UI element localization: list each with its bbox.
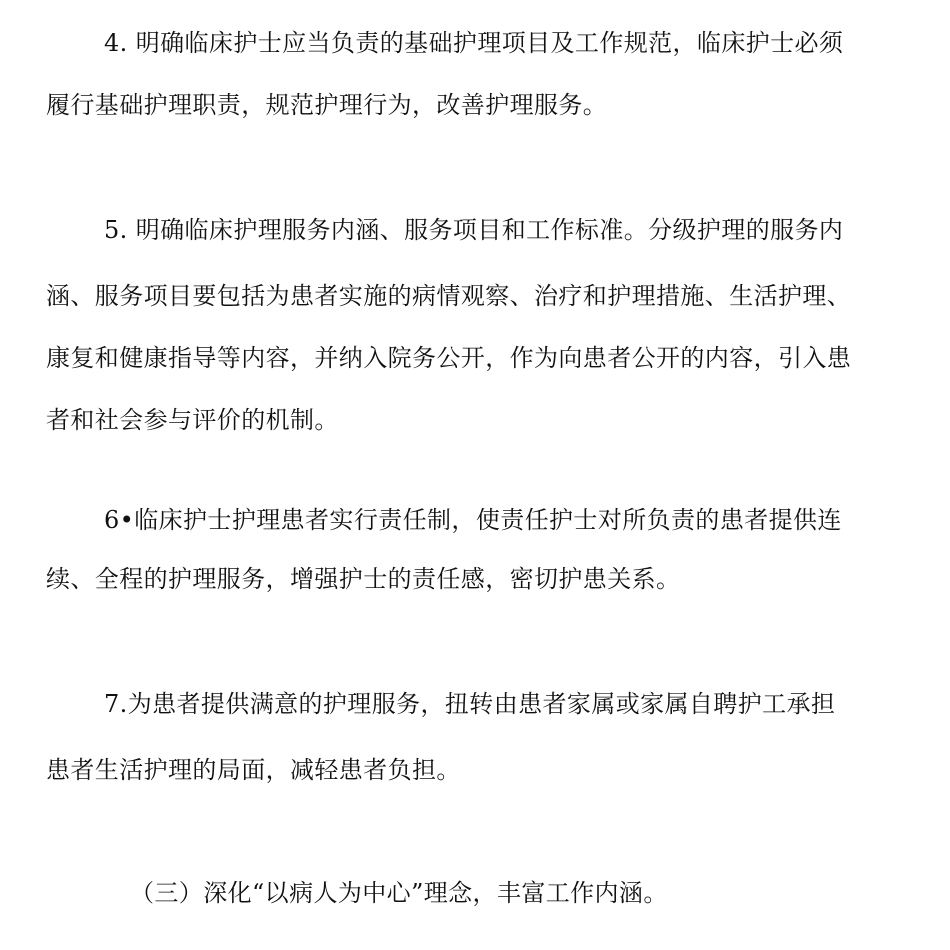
paragraph-6-line-1: 6•临床护士护理患者实行责任制，使责任护士对所负责的患者提供连 — [104, 506, 842, 534]
paragraph-4-line-2: 履行基础护理职责，规范护理行为，改善护理服务。 — [46, 91, 608, 119]
paragraph-7-line-1: 7.为患者提供满意的护理服务，扭转由患者家属或家属自聘护工承担 — [104, 690, 836, 718]
paragraph-7-line-2: 患者生活护理的局面，减轻患者负担。 — [46, 756, 461, 784]
section-heading: （三）深化“以病人为中心”理念，丰富工作内涵。 — [130, 879, 668, 907]
paragraph-4-line-1: 4. 明确临床护士应当负责的基础护理项目及工作规范，临床护士必须 — [104, 29, 844, 57]
paragraph-6-line-2: 续、全程的护理服务，增强护士的责任感，密切护患关系。 — [46, 565, 681, 593]
paragraph-5-line-2: 涵、服务项目要包括为患者实施的病情观察、治疗和护理措施、生活护理、 — [46, 282, 852, 310]
paragraph-5-line-1: 5. 明确临床护理服务内涵、服务项目和工作标准。分级护理的服务内 — [104, 216, 844, 244]
paragraph-5-line-3: 康复和健康指导等内容，并纳入院务公开，作为向患者公开的内容，引入患 — [46, 344, 852, 372]
paragraph-5-line-4: 者和社会参与评价的机制。 — [46, 406, 339, 434]
